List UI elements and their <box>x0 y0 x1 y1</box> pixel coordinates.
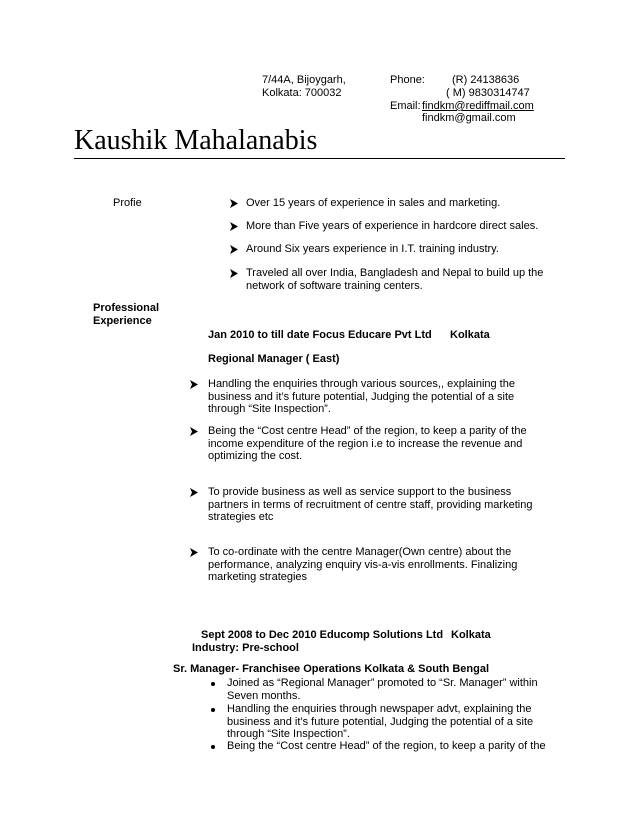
profile-item-4-line-1: Traveled all over India, Bangladesh and Nepal to build up the <box>246 267 544 279</box>
job1-item-3-line-2: partners in terms of recruitment of centre staff, providing marketing <box>208 498 533 511</box>
dot-bullet-icon <box>211 745 215 749</box>
profile-heading: Profie <box>113 197 142 209</box>
arrow-bullet-icon <box>229 198 241 211</box>
job2-period-company: Sept 2008 to Dec 2010 Educomp Solutions Ltd <box>201 629 444 641</box>
job1-item-1-line-2: business and it’s future potential, Judging the potential of a site <box>208 390 515 403</box>
experience-heading-line-1: Professional <box>93 302 160 314</box>
job1-period-company: Jan 2010 to till date Focus Educare Pvt Ltd <box>208 329 432 341</box>
arrow-bullet-icon <box>189 426 201 439</box>
experience-heading-line-2: Experience <box>93 315 152 327</box>
email-secondary: findkm@gmail.com <box>422 112 516 124</box>
job2-item-2-line-3: through “Site Inspection”. <box>227 728 350 740</box>
job2-item-3-line-1: Being the “Cost centre Head” of the region, to keep a parity of the <box>227 740 546 752</box>
arrow-bullet-icon <box>189 547 201 560</box>
arrow-bullet-icon <box>229 268 241 281</box>
profile-item-4-line-2: network of software training centers. <box>246 279 423 292</box>
job2-item-1-line-2: Seven months. <box>227 689 301 702</box>
job2-role: Sr. Manager- Franchisee Operations Kolkata & South Bengal <box>173 663 490 675</box>
job1-item-3-line-1: To provide business as well as service support to the business <box>208 486 512 498</box>
arrow-bullet-icon <box>229 244 241 257</box>
job1-item-4-line-3: marketing strategies <box>208 571 308 583</box>
job1-item-2-line-2: income expenditure of the region i.e to increase the revenue and <box>208 437 523 450</box>
email-link-primary[interactable]: findkm@rediffmail.com <box>422 100 534 112</box>
job2-industry: Industry: Pre-school <box>192 642 299 654</box>
job1-item-3-line-3: strategies etc <box>208 511 274 523</box>
job1-item-2-line-1: Being the “Cost centre Head” of the region, to keep a parity of the <box>208 425 527 437</box>
header-divider <box>74 158 565 159</box>
address-line-1: 7/44A, Bijoygarh, <box>262 74 346 86</box>
dot-bullet-icon <box>211 708 215 712</box>
job1-item-2-line-3: optimizing the cost. <box>208 450 303 462</box>
job2-item-2-line-2: business and it’s future potential, Judging the potential of a site <box>227 715 534 728</box>
job1-item-1-line-3: through “Site Inspection”. <box>208 403 331 415</box>
job2-item-2-line-1: Handling the enquiries through newspaper advt, explaining the <box>227 703 532 715</box>
dot-bullet-icon <box>211 682 215 686</box>
job2-location: Kolkata <box>451 629 491 641</box>
job1-item-4-line-1: To co-ordinate with the centre Manager(Own centre) about the <box>208 546 512 558</box>
arrow-bullet-icon <box>229 221 241 234</box>
profile-item-2-line-1: More than Five years of experience in hardcore direct sales. <box>246 220 539 232</box>
email-label: Email: <box>390 100 421 112</box>
phone-mobile: ( M) 9830314747 <box>446 87 530 99</box>
candidate-name: Kaushik Mahalanabis <box>74 125 318 156</box>
arrow-bullet-icon <box>189 379 201 392</box>
profile-item-3-line-1: Around Six years experience in I.T. training industry. <box>246 243 499 255</box>
job1-role: Regional Manager ( East) <box>208 353 340 365</box>
job2-item-1-line-1: Joined as “Regional Manager” promoted to “Sr. Manager” within <box>227 677 538 689</box>
job1-item-1-line-1: Handling the enquiries through various sources,, explaining the <box>208 378 515 390</box>
job1-location: Kolkata <box>450 329 490 341</box>
arrow-bullet-icon <box>189 487 201 500</box>
profile-item-1-line-1: Over 15 years of experience in sales and marketing. <box>246 197 501 209</box>
job1-item-4-line-2: performance, analyzing enquiry vis-a-vis enrollments. Finalizing <box>208 558 518 571</box>
phone-residence: (R) 24138636 <box>452 74 520 86</box>
address-line-2: Kolkata: 700032 <box>262 87 342 99</box>
phone-label: Phone: <box>390 74 425 86</box>
